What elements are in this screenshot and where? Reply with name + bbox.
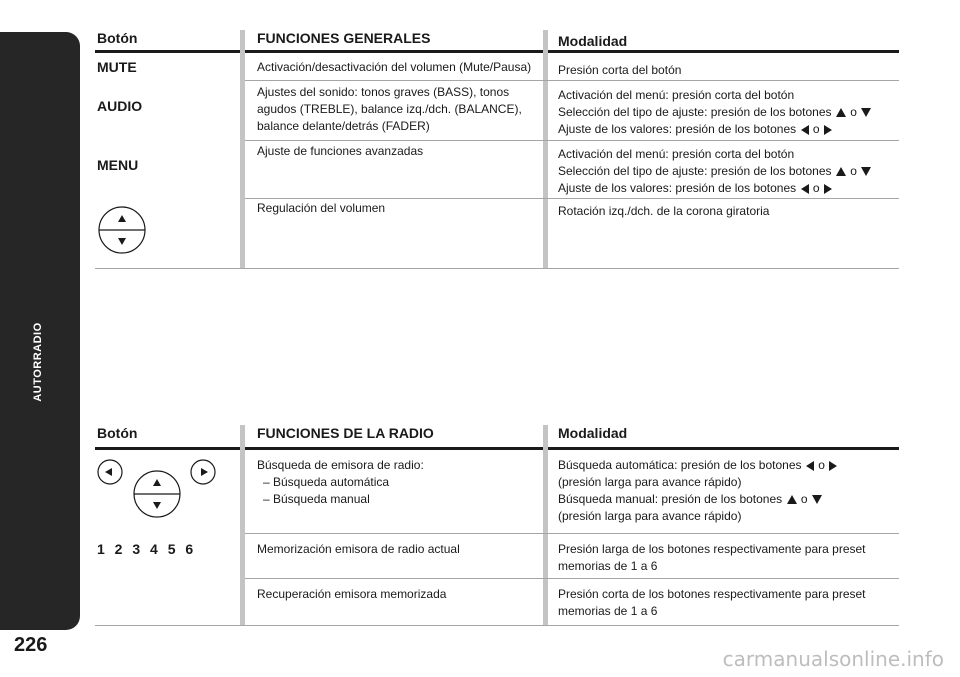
down-arrow-icon — [861, 108, 871, 117]
up-arrow-icon — [836, 167, 846, 176]
column-divider — [543, 30, 548, 268]
left-arrow-icon — [806, 461, 814, 471]
mode-line: memorias de 1 a 6 — [558, 559, 658, 573]
column-divider — [240, 425, 245, 625]
up-down-knob-icon — [132, 469, 182, 519]
function-line: Búsqueda de emisora de radio: — [257, 458, 424, 472]
row-divider — [95, 625, 899, 626]
mode-text-part: o — [850, 105, 857, 119]
header-functions: FUNCIONES DE LA RADIO — [257, 425, 434, 441]
mode-line — [558, 121, 898, 138]
function-line: Recuperación emisora memorizada — [257, 587, 447, 601]
header-button: Botón — [97, 30, 138, 46]
function-text — [257, 200, 537, 217]
right-arrow-button-icon — [190, 459, 216, 485]
preset-buttons-label: 1 2 3 4 5 6 — [97, 541, 197, 557]
mode-text-part: Búsqueda manual: presión de los botones — [558, 492, 783, 506]
mode-text — [558, 87, 898, 138]
function-text — [257, 143, 537, 160]
mode-text-part: o — [812, 122, 820, 136]
mode-line: (presión larga para avance rápido) — [558, 509, 742, 523]
sidebar-label: AUTORRADIO — [32, 322, 44, 402]
row-divider — [245, 140, 899, 141]
row-divider — [245, 578, 899, 579]
mode-text — [558, 586, 898, 620]
mode-text — [558, 541, 898, 575]
button-menu: MENU — [97, 157, 139, 173]
header-button: Botón — [97, 425, 138, 441]
mode-text-part: Selección del tipo de ajuste: presión de los botones — [558, 105, 832, 119]
up-down-knob-icon — [97, 205, 147, 255]
function-line: – Búsqueda manual — [263, 492, 370, 506]
right-arrow-icon — [829, 461, 837, 471]
mode-line: Activación del menú: presión corta del botón — [558, 147, 795, 161]
mode-text-part: o — [812, 181, 820, 195]
page-number: 226 — [14, 634, 48, 656]
general-functions-table — [95, 30, 899, 270]
header-rule — [95, 447, 899, 450]
function-line: Ajuste de funciones avanzadas — [257, 144, 424, 158]
mode-text-part: Ajuste de los valores: presión de los botones — [558, 181, 797, 195]
mode-line — [558, 457, 898, 474]
mode-line — [558, 180, 898, 197]
function-text — [257, 586, 537, 603]
function-text — [257, 541, 537, 558]
mode-line: Activación del menú: presión corta del botón — [558, 88, 795, 102]
mode-line: Presión corta de los botones respectivamente para preset — [558, 587, 866, 601]
row-divider — [245, 198, 899, 199]
mode-line: Rotación izq./dch. de la corona giratoria — [558, 204, 770, 218]
down-arrow-icon — [812, 495, 822, 504]
watermark: carmanualsonline.info — [722, 647, 944, 671]
left-arrow-button-icon — [97, 459, 123, 485]
function-text — [257, 84, 537, 135]
mode-line — [558, 163, 898, 180]
sidebar-tab — [0, 32, 80, 630]
function-line: balance delante/detrás (FADER) — [257, 119, 430, 133]
column-divider — [240, 30, 245, 268]
radio-functions-table — [95, 425, 899, 630]
left-arrow-icon — [801, 125, 809, 135]
up-arrow-icon — [836, 108, 846, 117]
function-line: Activación/desactivación del volumen (Mute/Pausa) — [257, 60, 532, 74]
right-arrow-icon — [824, 125, 832, 135]
mode-text — [558, 62, 898, 79]
up-arrow-icon — [787, 495, 797, 504]
row-divider — [245, 80, 899, 81]
mode-line: Presión corta del botón — [558, 63, 682, 77]
right-arrow-icon — [824, 184, 832, 194]
function-text — [257, 457, 537, 508]
header-rule — [95, 50, 899, 53]
header-mode: Modalidad — [558, 33, 628, 49]
mode-text-part: o — [818, 458, 825, 472]
mode-line — [558, 491, 898, 508]
mode-line: Presión larga de los botones respectivamente para preset — [558, 542, 866, 556]
header-functions: FUNCIONES GENERALES — [257, 30, 431, 46]
function-text — [257, 59, 537, 76]
mode-line: (presión larga para avance rápido) — [558, 475, 742, 489]
function-line: Ajustes del sonido: tonos graves (BASS), tonos — [257, 85, 510, 99]
mode-text — [558, 203, 898, 220]
mode-text-part: o — [800, 492, 808, 506]
mode-text-part: o — [850, 164, 857, 178]
mode-text-part: Selección del tipo de ajuste: presión de los botones — [558, 164, 832, 178]
header-mode: Modalidad — [558, 425, 628, 441]
function-line: – Búsqueda automática — [263, 475, 390, 489]
function-line: Regulación del volumen — [257, 201, 386, 215]
row-divider — [95, 268, 899, 269]
mode-text-part: Ajuste de los valores: presión de los botones — [558, 122, 797, 136]
mode-text — [558, 457, 898, 525]
function-line: agudos (TREBLE), balance izq./dch. (BALANCE), — [257, 102, 522, 116]
button-mute: MUTE — [97, 59, 137, 75]
column-divider — [543, 425, 548, 625]
mode-text-part: Búsqueda automática: presión de los botones — [558, 458, 802, 472]
row-divider — [245, 533, 899, 534]
mode-line — [558, 104, 898, 121]
mode-text — [558, 146, 898, 197]
mode-line: memorias de 1 a 6 — [558, 604, 658, 618]
button-audio: AUDIO — [97, 98, 143, 114]
down-arrow-icon — [861, 167, 871, 176]
left-arrow-icon — [801, 184, 809, 194]
function-line: Memorización emisora de radio actual — [257, 542, 460, 556]
